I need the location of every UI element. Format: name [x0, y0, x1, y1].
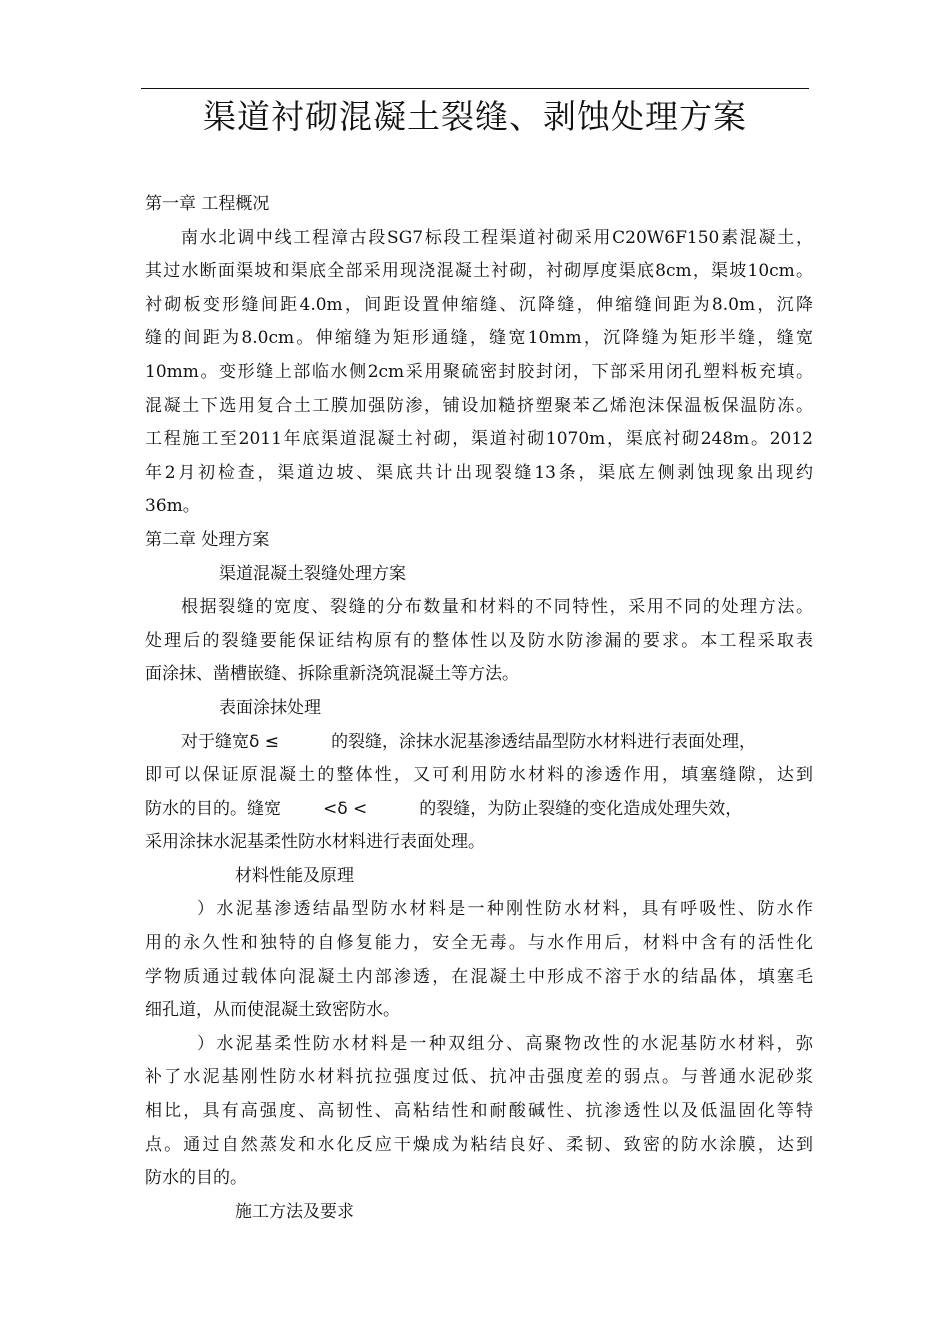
paragraph-line: 补了水泥基刚性防水材料抗拉强度过低、抗冲击强度差的弱点。与普通水泥砂浆 [145, 1067, 813, 1088]
section-heading: 施工方法及要求 [235, 1201, 354, 1222]
document-title: 渠道衬砌混凝土裂缝、剥蚀处理方案 [203, 97, 747, 136]
paragraph-line: 点。通过自然蒸发和水化反应干燥成为粘结良好、柔韧、致密的防水涂膜，达到 [145, 1134, 813, 1155]
paragraph-line: 相比，具有高强度、高韧性、高粘结性和耐酸碱性、抗渗透性以及低温固化等特 [145, 1101, 813, 1122]
inline-text: 的裂缝，为防止裂缝的变化造成处理失效， [419, 798, 743, 819]
paragraph-line: 防水的目的。 [145, 1168, 247, 1189]
inline-text: 防水的目的。缝宽 [145, 798, 281, 819]
paragraph-line: 用的永久性和独特的自修复能力，安全无毒。与水作用后，材料中含有的活性化 [145, 933, 813, 954]
paragraph-line: 36m。 [145, 496, 200, 517]
paragraph-line: 面涂抹、凿槽嵌缝、拆除重新浇筑混凝土等方法。 [145, 664, 519, 685]
paragraph-line: 南水北调中线工程漳古段SG7标段工程渠道衬砌采用C20W6F150素混凝土， [181, 227, 813, 248]
paragraph-line [145, 726, 813, 760]
header-rule [141, 88, 809, 89]
paragraph-line: 细孔道，从而使混凝土致密防水。 [145, 1000, 400, 1021]
paragraph-line [145, 793, 813, 827]
inline-text: 对于缝宽δ ≤ [181, 731, 280, 752]
section-heading: 表面涂抹处理 [219, 697, 321, 718]
inline-text: <δ < [323, 798, 368, 819]
paragraph-line: 10mm。变形缝上部临水侧2cm采用聚硫密封胶封闭，下部采用闭孔塑料板充填。 [145, 361, 813, 382]
paragraph-line: ）水泥基柔性防水材料是一种双组分、高聚物改性的水泥基防水材料，弥 [197, 1033, 813, 1054]
paragraph-line: 缝的间距为8.0cm。伸缩缝为矩形通缝，缝宽10mm，沉降缝为矩形半缝，缝宽 [145, 328, 813, 349]
inline-text: 的裂缝，涂抹水泥基渗透结晶型防水材料进行表面处理， [331, 731, 757, 752]
paragraph-line: 学物质通过载体向混凝土内部渗透，在混凝土中形成不溶于水的结晶体，填塞毛 [145, 966, 813, 987]
chapter-heading: 第一章 工程概况 [145, 194, 270, 214]
paragraph-line: 根据裂缝的宽度、裂缝的分布数量和材料的不同特性，采用不同的处理方法。 [181, 597, 813, 618]
paragraph-line: 处理后的裂缝要能保证结构原有的整体性以及防水防渗漏的要求。本工程采取表 [145, 630, 813, 651]
chapter-heading: 第二章 处理方案 [145, 529, 270, 550]
paragraph-line: 工程施工至2011年底渠道混凝土衬砌，渠道衬砌1070m，渠底衬砌248m。2012 [145, 429, 813, 450]
document-body [145, 188, 813, 1229]
paragraph-line: 其过水断面渠坡和渠底全部采用现浇混凝土衬砌，衬砌厚度渠底8cm，渠坡10cm。 [145, 261, 813, 282]
paragraph-line: ）水泥基渗透结晶型防水材料是一种刚性防水材料，具有呼吸性、防水作 [197, 899, 813, 920]
paragraph-line: 即可以保证原混凝土的整体性，又可利用防水材料的渗透作用，填塞缝隙，达到 [145, 765, 813, 786]
paragraph-line: 采用涂抹水泥基柔性防水材料进行表面处理。 [145, 832, 485, 853]
paragraph-line: 衬砌板变形缝间距4.0m，间距设置伸缩缝、沉降缝，伸缩缝间距为8.0m，沉降 [145, 294, 813, 315]
section-heading: 材料性能及原理 [235, 865, 354, 886]
paragraph-line: 年2月初检查，渠道边坡、渠底共计出现裂缝13条，渠底左侧剥蚀现象出现约 [145, 462, 813, 483]
paragraph-line: 混凝土下选用复合土工膜加强防渗，铺设加糙挤塑聚苯乙烯泡沫保温板保温防冻。 [145, 395, 813, 416]
section-heading: 渠道混凝土裂缝处理方案 [219, 563, 406, 584]
